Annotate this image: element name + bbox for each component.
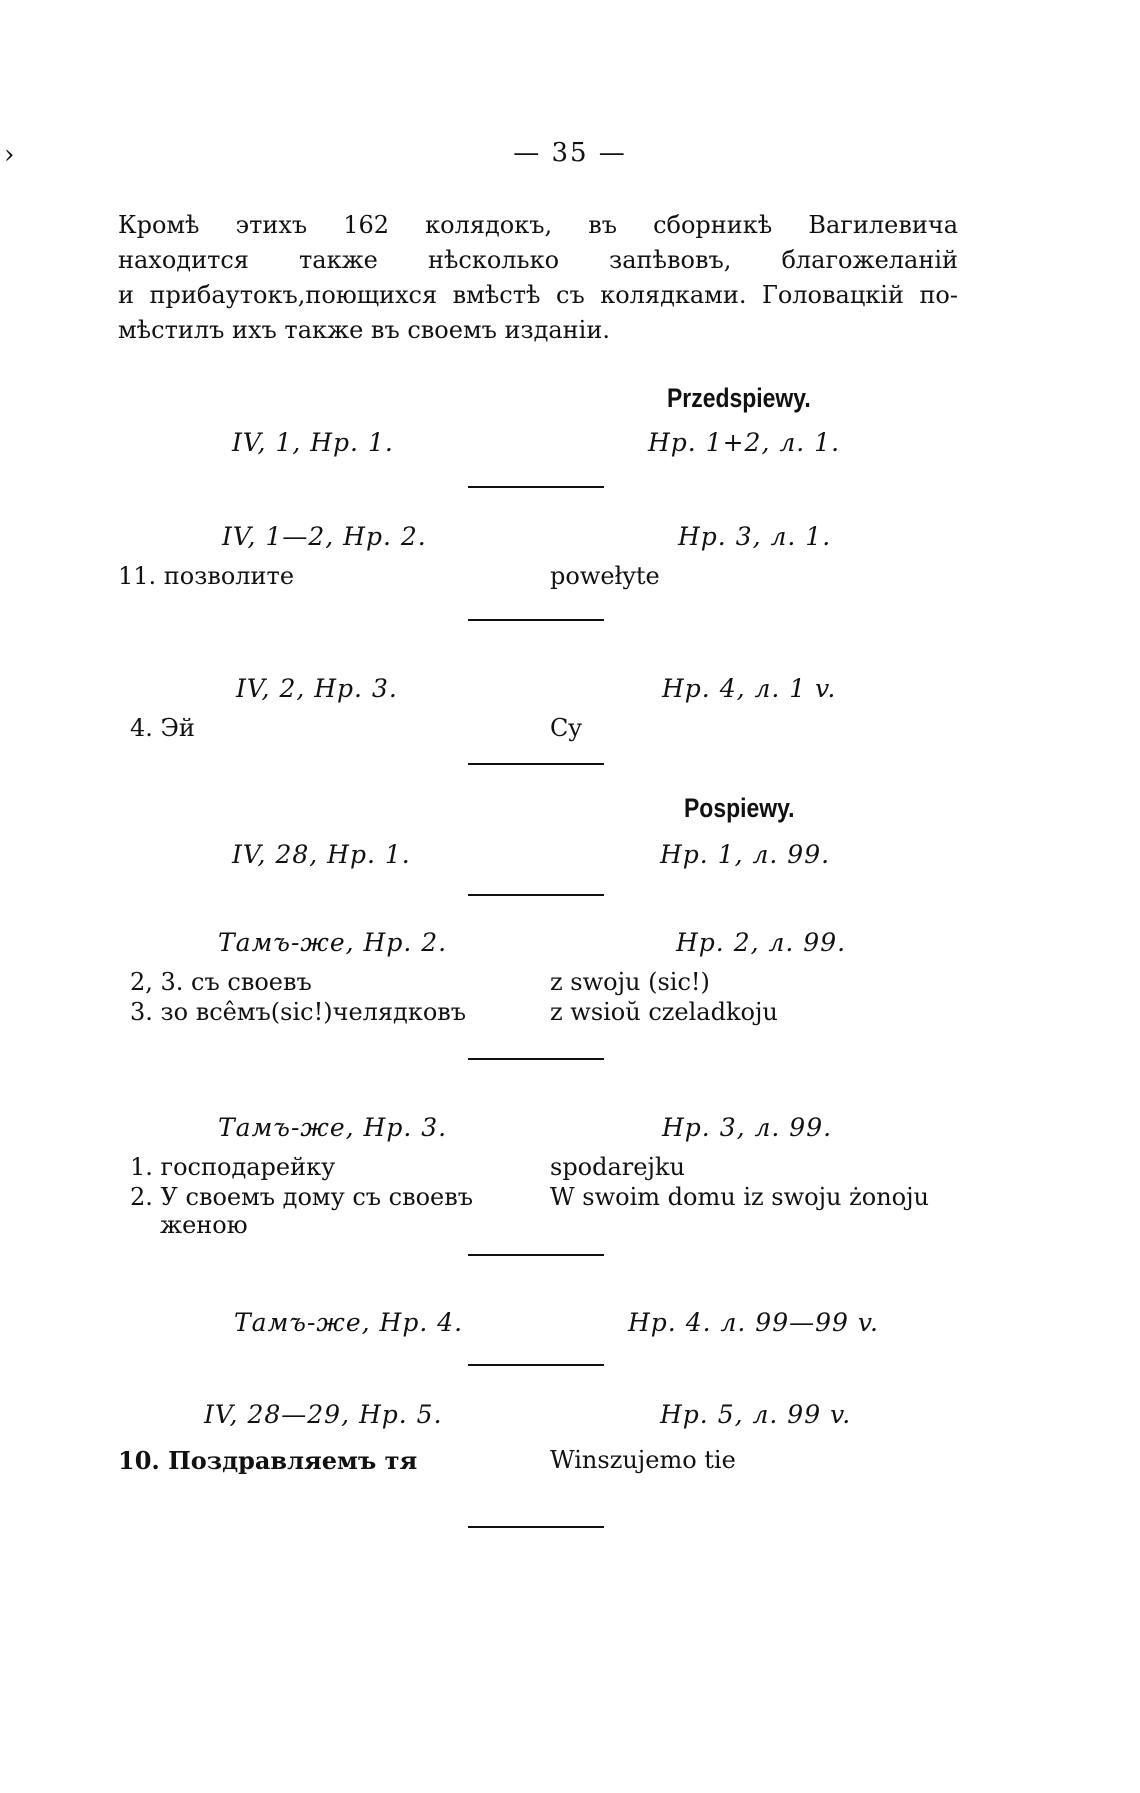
intro-line: и прибаутокъ,поющихся вмѣстѣ съ колядками. Головацкій по- — [118, 281, 958, 309]
cyrillic-variant: 2. У своемъ дому съ своевъ — [130, 1183, 474, 1211]
page-number: — 35 — — [513, 138, 627, 168]
latin-variant: Cy — [550, 714, 582, 742]
left-reference: Тамъ-же, Нр. 4. — [234, 1308, 464, 1337]
right-reference: Нр. 4, л. 1 v. — [662, 674, 837, 703]
latin-variant: z swoju (sic!) — [550, 968, 710, 996]
margin-mark: › — [4, 140, 15, 170]
left-reference: IV, 2, Нр. 3. — [236, 674, 398, 703]
divider-rule — [468, 1254, 604, 1256]
intro-line: находится также нѣсколько запѣвовъ, благожеланій — [118, 246, 958, 274]
intro-line: мѣстилъ ихъ также въ своемъ изданіи. — [118, 316, 610, 344]
right-reference: Нр. 2, л. 99. — [676, 928, 847, 957]
right-reference: Нр. 3, л. 99. — [662, 1113, 833, 1142]
divider-rule — [468, 1364, 604, 1366]
intro-paragraph — [118, 208, 958, 348]
latin-variant: W swoim domu iz swoju żonoju — [550, 1183, 930, 1211]
latin-variant: Winszujemo tie — [550, 1446, 736, 1474]
divider-rule — [468, 486, 604, 488]
left-reference: IV, 1—2, Нр. 2. — [222, 522, 427, 551]
right-reference: Нр. 4. л. 99—99 v. — [628, 1308, 879, 1337]
intro-line: Кромѣ этихъ 162 колядокъ, въ сборникѣ Вагилевича — [118, 211, 958, 239]
latin-variant: spodarejku — [550, 1153, 685, 1181]
divider-rule — [468, 763, 604, 765]
left-reference: Тамъ-же, Нр. 2. — [218, 928, 448, 957]
divider-rule — [468, 1058, 604, 1060]
latin-variant: z wsioŭ czeladkoju — [550, 998, 778, 1026]
left-reference: IV, 1, Нр. 1. — [232, 428, 394, 457]
left-reference: IV, 28—29, Нр. 5. — [204, 1400, 443, 1429]
cyrillic-variant: 11. позволите — [118, 562, 295, 590]
left-reference: Тамъ-же, Нр. 3. — [218, 1113, 448, 1142]
right-reference: Нр. 1, л. 99. — [660, 840, 831, 869]
cyrillic-variant: 2, 3. съ своевъ — [130, 968, 312, 996]
divider-rule — [468, 1526, 604, 1528]
cyrillic-variant: 3. зо всêмъ(sic!)челядковъ — [130, 998, 467, 1026]
cyrillic-variant: 10. Поздравляемъ тя — [118, 1446, 418, 1475]
section-heading-przedspiewy: Przedspiewy. — [667, 383, 811, 413]
latin-variant: powełyte — [550, 562, 660, 590]
cyrillic-variant: 1. господарейку — [130, 1153, 336, 1181]
divider-rule — [468, 894, 604, 896]
right-reference: Нр. 3, л. 1. — [678, 522, 832, 551]
left-reference: IV, 28, Нр. 1. — [232, 840, 411, 869]
cyrillic-variant: 4. Эй — [130, 714, 195, 742]
divider-rule — [468, 619, 604, 621]
right-reference: Нр. 1+2, л. 1. — [648, 428, 841, 457]
cyrillic-variant: женою — [160, 1211, 248, 1239]
right-reference: Нр. 5, л. 99 v. — [660, 1400, 852, 1429]
section-heading-pospiewy: Pospiewy. — [684, 793, 795, 823]
